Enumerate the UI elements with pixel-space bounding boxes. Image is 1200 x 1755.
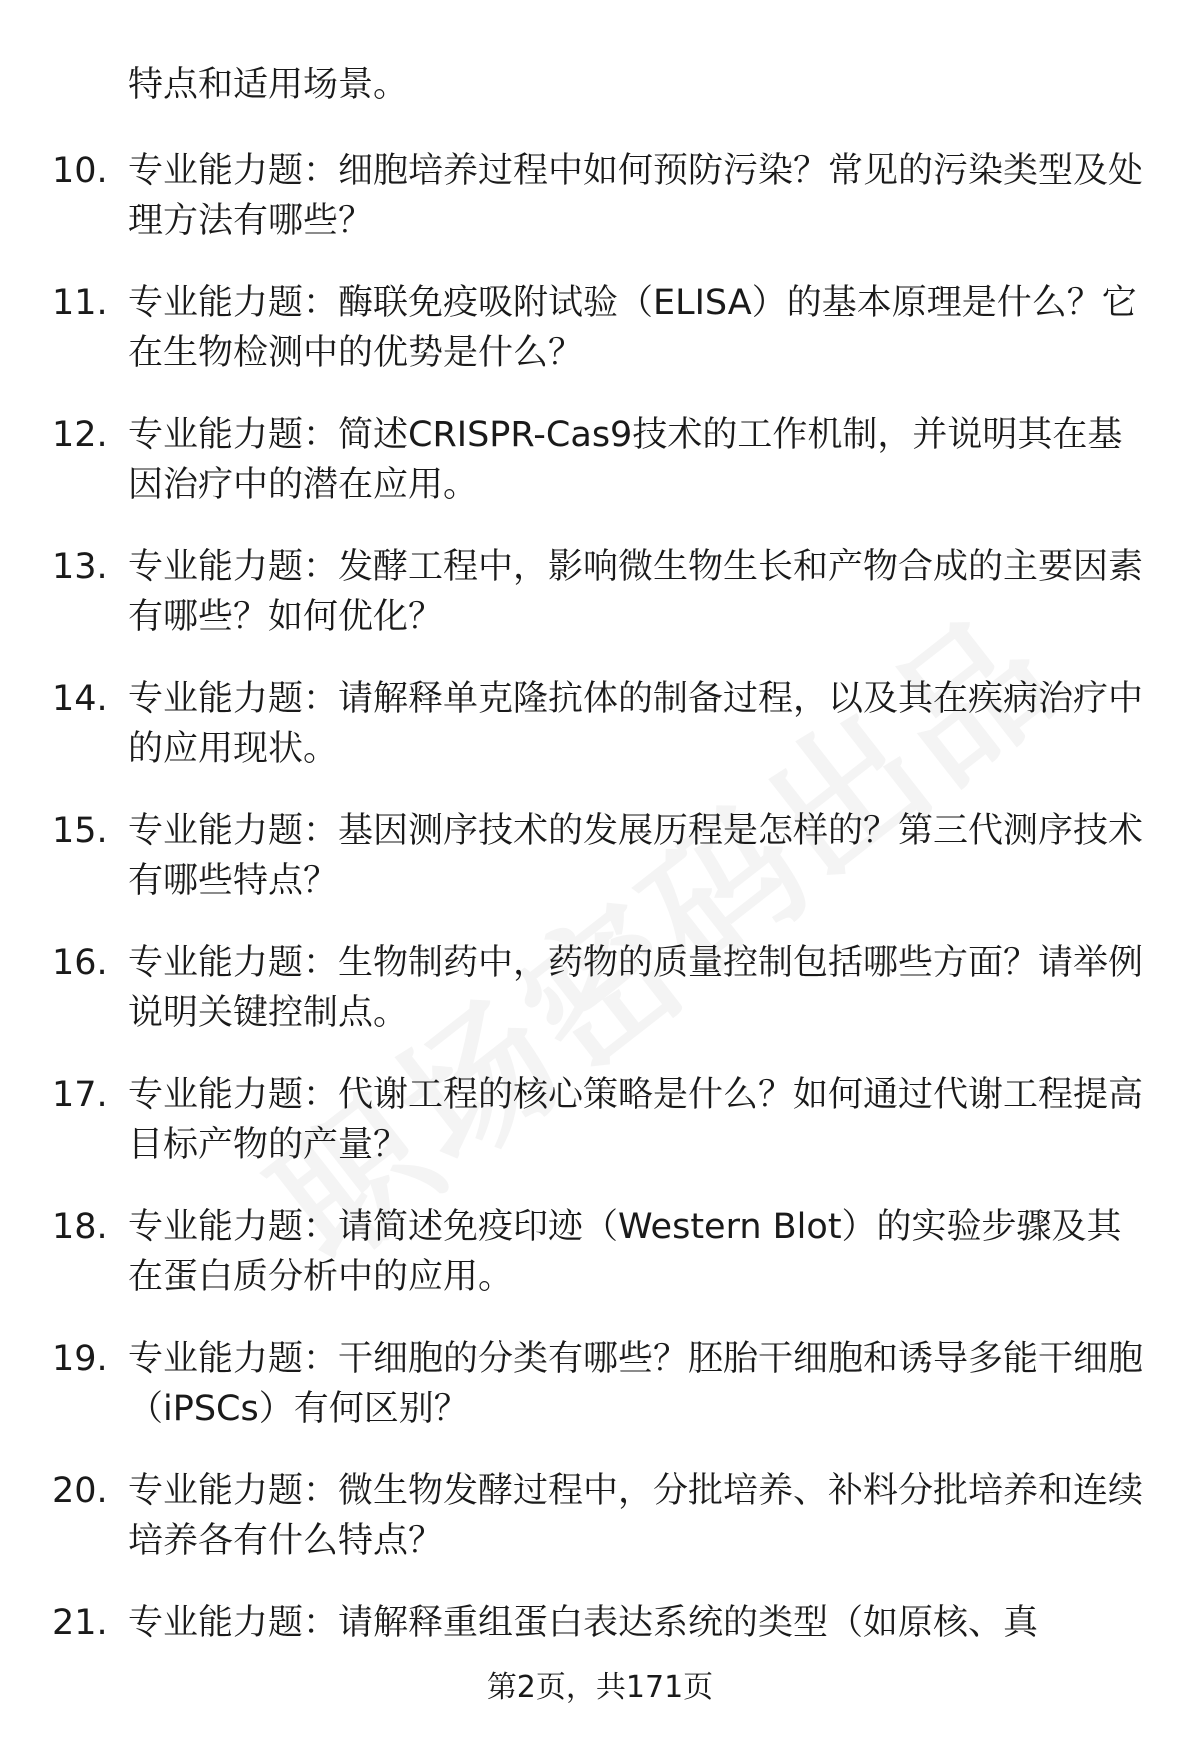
question-item	[0, 1334, 1200, 1466]
question-item	[0, 542, 1200, 674]
question-item	[0, 410, 1200, 542]
question-item	[0, 146, 1200, 278]
question-item	[0, 1598, 1200, 1730]
question-number: 19.	[52, 1339, 108, 1379]
question-number: 18.	[52, 1207, 108, 1247]
continuation-text: 特点和适用场景。	[128, 65, 409, 105]
question-number: 17.	[52, 1075, 108, 1115]
question-list	[0, 146, 1200, 1730]
question-text: 专业能力题：微生物发酵过程中，分批培养、补料分批培养和连续培养各有什么特点？	[128, 1471, 1144, 1561]
question-number: 10.	[52, 151, 108, 191]
question-text: 专业能力题：干细胞的分类有哪些？胚胎干细胞和诱导多能干细胞（iPSCs）有何区别？	[128, 1339, 1144, 1429]
question-item	[0, 1070, 1200, 1202]
question-number: 11.	[52, 283, 108, 323]
page-footer: 第2页，共171页	[486, 1670, 714, 1705]
question-item	[0, 806, 1200, 938]
question-number: 15.	[52, 811, 108, 851]
question-number: 12.	[52, 415, 108, 455]
question-text: 专业能力题：发酵工程中，影响微生物生长和产物合成的主要因素有哪些？如何优化？	[128, 547, 1144, 637]
question-number: 14.	[52, 679, 108, 719]
question-text: 专业能力题：酶联免疫吸附试验（ELISA）的基本原理是什么？它在生物检测中的优势是什么？	[128, 283, 1137, 373]
question-number: 13.	[52, 547, 108, 587]
question-text: 专业能力题：简述CRISPR-Cas9技术的工作机制，并说明其在基因治疗中的潜在应用。	[128, 415, 1123, 505]
question-text: 专业能力题：请简述免疫印迹（Western Blot）的实验步骤及其在蛋白质分析中的应用。	[128, 1207, 1122, 1297]
question-text: 专业能力题：基因测序技术的发展历程是怎样的？第三代测序技术有哪些特点？	[128, 811, 1144, 901]
question-item	[0, 938, 1200, 1070]
question-text: 专业能力题：请解释重组蛋白表达系统的类型（如原核、真	[128, 1603, 1039, 1643]
question-number: 16.	[52, 943, 108, 983]
question-text: 专业能力题：生物制药中，药物的质量控制包括哪些方面？请举例说明关键控制点。	[128, 943, 1144, 1033]
question-text: 专业能力题：请解释单克隆抗体的制备过程，以及其在疾病治疗中的应用现状。	[128, 679, 1144, 769]
question-text: 专业能力题：细胞培养过程中如何预防污染？常见的污染类型及处理方法有哪些？	[128, 151, 1144, 241]
question-text: 专业能力题：代谢工程的核心策略是什么？如何通过代谢工程提高目标产物的产量？	[128, 1075, 1144, 1165]
question-item	[0, 1466, 1200, 1598]
question-number: 20.	[52, 1471, 108, 1511]
question-item	[0, 278, 1200, 410]
question-item	[0, 674, 1200, 806]
question-item	[0, 1202, 1200, 1334]
question-number: 21.	[52, 1603, 108, 1643]
